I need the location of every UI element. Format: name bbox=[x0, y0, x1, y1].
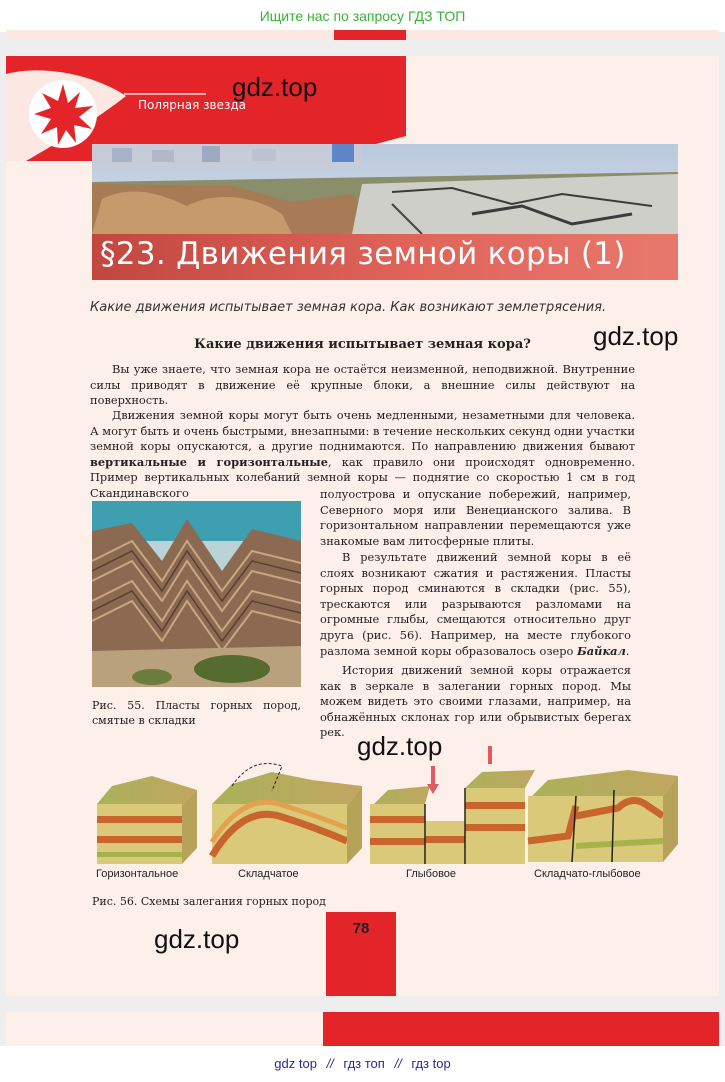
label-block: Глыбовое bbox=[406, 868, 457, 880]
label-folded: Складчатое bbox=[238, 868, 299, 880]
watermark-4: gdz.top bbox=[154, 924, 240, 954]
folded-block bbox=[212, 764, 362, 865]
paragraph-4: История движений земной коры отражается как в зеркале в залегании горных пород. Мы можем видеть это своими глазами, например, на обнажённых склонах гор или обрывистых берегах рек. bbox=[320, 663, 631, 740]
watermark: gdz.top bbox=[232, 72, 318, 102]
paragraph-3-end: . bbox=[625, 643, 630, 658]
search-hint-link[interactable]: Ищите нас по запросу ГДЗ ТОП bbox=[259, 8, 466, 24]
horizontal-block bbox=[97, 776, 197, 864]
subheading: Какие движения испытывает земная кора? bbox=[194, 337, 531, 352]
footer bbox=[0, 1046, 725, 1082]
paragraph-1: Вы уже знаете, что земная кора не остаётся неизменной, неподвижной. Внутренние силы приводят в движение её крупные блоки, а внешние силы действуют на поверхность. bbox=[90, 362, 635, 408]
intro-questions: Какие движения испытывает земная кора. Как возникают землетрясения. bbox=[90, 300, 607, 315]
watermark-3: gdz.top bbox=[357, 731, 443, 761]
title-banner bbox=[92, 144, 678, 280]
top-banner bbox=[0, 0, 725, 32]
previous-page-edge bbox=[6, 30, 719, 40]
paragraph-2-continued: полуострова и опускание побережий, например, Северного моря или Венецианского залива. В горизонтальном направлении перемещаются уже знакомые вам литосферные плиты. bbox=[320, 487, 631, 548]
footer-link-1[interactable]: gdz top bbox=[274, 1056, 317, 1071]
rock-bedding-diagram bbox=[92, 746, 678, 881]
page-number: 78 bbox=[352, 920, 370, 937]
paragraph-2-text: Движения земной коры могут быть очень медленными, незаметными для человека. А могут быть и очень быстрыми, внезапными: в течение нескольких секунд одни участки земной коры опускаются, а другие поднимаются. По направлению движения бывают bbox=[90, 408, 635, 454]
paragraph-3-text: В результате движений земной коры в её слоях возникают сжатия и растяжения. Пласты горных пород сминаются в складки (рис. 55), трескаются или разрываются разломами на огромные глыбы, смещаются относительно друг друга (рис. 56). Например, на месте глубокого разлома земной коры образовалось озеро bbox=[320, 550, 631, 658]
paragraph-2-bold: вертикальные и горизонтальные bbox=[90, 454, 328, 469]
textbook-page bbox=[6, 56, 719, 996]
page-title: §23. Движения земной коры (1) bbox=[100, 236, 626, 272]
section-label: Полярная звезда bbox=[138, 98, 246, 112]
fig56-caption: Рис. 56. Схемы залегания горных пород bbox=[92, 895, 326, 908]
block-faulted bbox=[370, 746, 535, 864]
paragraph-2-text-end: , как правило они происходят одновременно. Пример вертикальных колебаний земной коры — поднятие со скоростью 1 см в год Скандинавского bbox=[90, 454, 635, 500]
label-fold-block: Складчато-глыбовое bbox=[534, 868, 641, 880]
fold-block bbox=[528, 770, 678, 862]
watermark-2: gdz.top bbox=[593, 321, 679, 351]
footer-separator: // bbox=[326, 1056, 334, 1071]
footer-link-2[interactable]: гдз топ bbox=[343, 1056, 385, 1071]
fig55-caption: Рис. 55. Пласты горных пород, смятые в складки bbox=[92, 699, 301, 727]
footer-separator-2: // bbox=[394, 1056, 402, 1071]
label-horizontal: Горизонтальное bbox=[96, 868, 179, 880]
baikal-term: Байкал bbox=[577, 643, 626, 658]
polar-star-icon bbox=[29, 80, 97, 148]
folded-rocks-photo bbox=[92, 501, 301, 687]
paragraph-3 bbox=[320, 550, 631, 659]
footer-link-3[interactable]: гдз top bbox=[411, 1056, 451, 1071]
prev-page-number-tab bbox=[334, 30, 406, 40]
